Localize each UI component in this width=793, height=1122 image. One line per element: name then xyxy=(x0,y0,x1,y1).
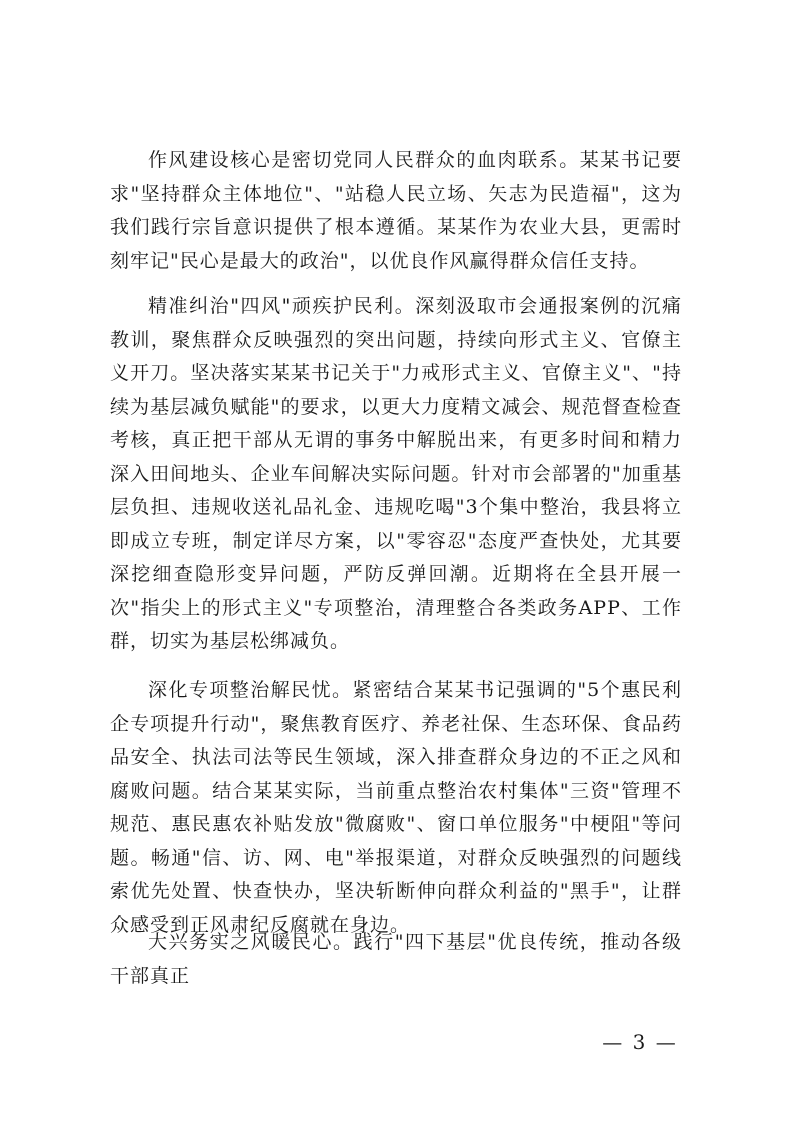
paragraph-4-text: 践行"四下基层"优良传统，推动各级干部真正 xyxy=(110,931,682,987)
paragraph-3-lead: 深化专项整治解民忧。 xyxy=(148,679,353,701)
paragraph-1-text: 作风建设核心是密切党同人民群众的血肉联系。某某书记要求"坚持群众主体地位"、"站稳人民立场、矢志为民造福"，这为我们践行宗旨意识提供了根本遵循。某某作为农业大县，更需时刻牢记"民心是最大的政治"，以优良作风赢得群众信任支持。 xyxy=(110,149,682,272)
paragraph-2-lead: 精准纠治"四风"顽疾护民利。 xyxy=(148,295,416,317)
paragraph-4-lead: 大兴务实之风暖民心。 xyxy=(148,931,354,953)
page-number: — 3 — xyxy=(602,1030,678,1054)
paragraph-2-text: 深刻汲取市会通报案例的沉痛教训，聚焦群众反映强烈的突出问题，持续向形式主义、官僚主义开刀。坚决落实某某书记关于"力戒形式主义、官僚主义"、"持续为基层减负赋能"的要求，以更大力度精文减会、规范督查检查考核，真正把干部从无谓的事务中解脱出来，有更多时间和精力深入田间地头、企业车间解决实际问题。针对市会部署的"加重基层负担、违规收送礼品礼金、违规吃喝"3个集中整治，我县将立即成立专班，制定详尽方案，以"零容忍"态度严查快处，尤其要深挖细查隐形变异问题，严防反弹回潮。近期将在全县开展一次"指尖上的形式主义"专项整治，清理整合各类政务APP、工作群，切实为基层松绑减负。 xyxy=(110,295,682,652)
body-paragraph-2 xyxy=(110,290,682,659)
body-paragraph-4 xyxy=(110,926,682,993)
body-paragraph-3 xyxy=(110,674,682,942)
paragraph-3-text: 紧密结合某某书记强调的"5个惠民利企专项提升行动"，聚焦教育医疗、养老社保、生态环保、食品药品安全、执法司法等民生领域，深入排查群众身边的不正之风和腐败问题。结合某某实际，当前重点整治农村集体"三资"管理不规范、惠民惠农补贴发放"微腐败"、窗口单位服务"中梗阻"等问题。畅通"信、访、网、电"举报渠道，对群众反映强烈的问题线索优先处置、快查快办，坚决斩断伸向群众利益的"黑手"，让群众感受到正风肃纪反腐就在身边。 xyxy=(110,679,682,936)
body-paragraph-1 xyxy=(110,144,682,278)
